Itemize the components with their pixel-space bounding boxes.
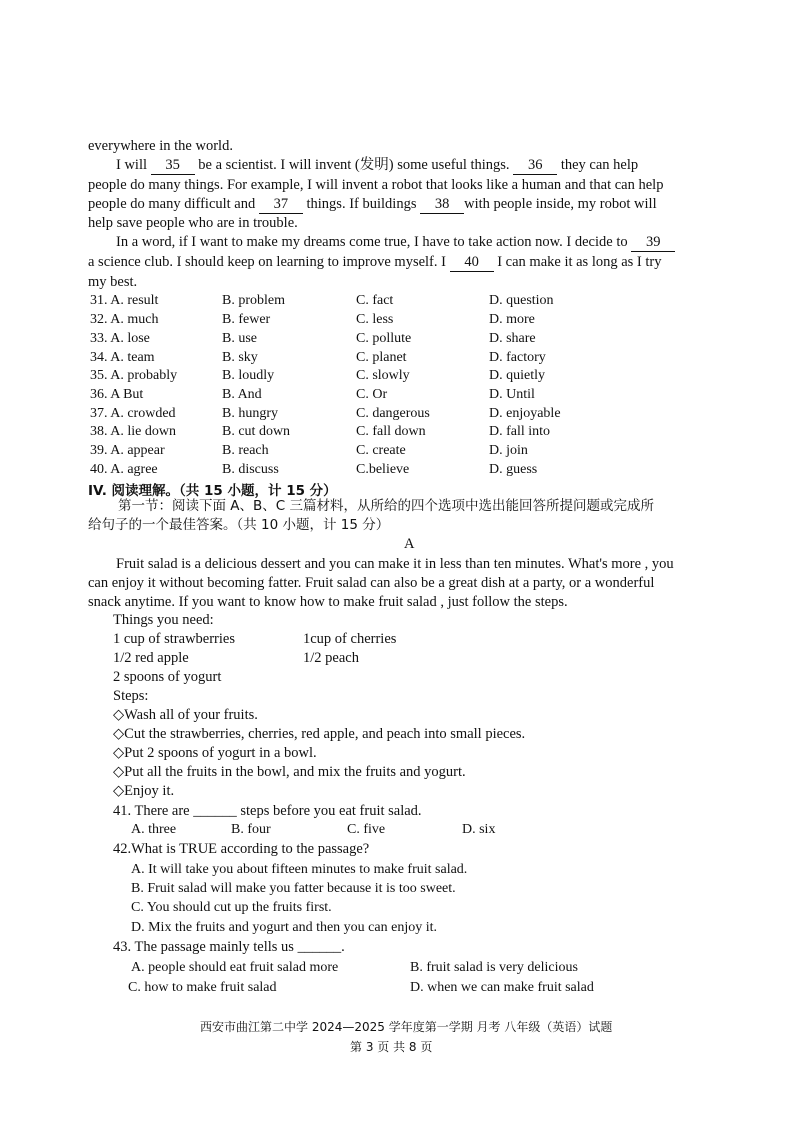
cloze-text: a science club. I should keep on learning to improve myself. I <box>88 254 446 270</box>
option-40-c[interactable]: C.believe <box>356 462 410 477</box>
option-39-c[interactable]: C. create <box>356 443 406 458</box>
cloze-line-7 <box>88 273 137 291</box>
option-31-c[interactable]: C. fact <box>356 293 394 308</box>
question-42-stem: 42.What is TRUE according to the passage? <box>113 841 370 857</box>
blank-40[interactable]: 40 <box>450 253 494 272</box>
option-37-d[interactable]: D. enjoyable <box>489 406 561 421</box>
option-35-c[interactable]: C. slowly <box>356 368 410 383</box>
ingredient-2: 1cup of cherries <box>303 631 397 647</box>
question-43-option-b[interactable]: B. fruit salad is very delicious <box>410 960 578 975</box>
passage-label: A <box>404 536 415 552</box>
option-32-a[interactable]: 32. A. much <box>90 312 159 327</box>
option-38-b[interactable]: B. cut down <box>222 424 291 439</box>
cloze-text: I will <box>116 157 148 173</box>
section-instruction-2: 给句子的一个最佳答案。（共 10 小题，计 15 分） <box>88 517 390 533</box>
cloze-line-0 <box>88 137 233 155</box>
option-39-b[interactable]: B. reach <box>222 443 269 458</box>
blank-37[interactable]: 37 <box>259 195 303 214</box>
option-39-d[interactable]: D. join <box>489 443 528 458</box>
option-35-a[interactable]: 35. A. probably <box>90 368 178 383</box>
steps-label: Steps: <box>113 688 149 704</box>
option-36-b[interactable]: B. And <box>222 387 262 402</box>
question-43-option-c[interactable]: C. how to make fruit salad <box>128 980 277 995</box>
option-31-b[interactable]: B. problem <box>222 293 285 308</box>
question-41-stem: 41. There are ______ steps before you eat fruit salad. <box>113 803 422 819</box>
option-37-c[interactable]: C. dangerous <box>356 406 430 421</box>
blank-38[interactable]: 38 <box>420 195 464 214</box>
cloze-text: my best. <box>88 274 138 290</box>
cloze-line-4 <box>88 214 298 232</box>
option-40-b[interactable]: B. discuss <box>222 462 279 477</box>
blank-35[interactable]: 35 <box>151 156 195 175</box>
blank-39[interactable]: 39 <box>631 233 675 252</box>
step-3: ◇Put 2 spoons of yogurt in a bowl. <box>113 745 317 761</box>
question-42-option-c[interactable]: C. You should cut up the fruits first. <box>131 900 332 915</box>
cloze-text: help save people who are in trouble. <box>88 215 298 231</box>
option-31-a[interactable]: 31. A. result <box>90 293 159 308</box>
question-43-stem: 43. The passage mainly tells us ______. <box>113 939 345 955</box>
option-38-d[interactable]: D. fall into <box>489 424 551 439</box>
cloze-line-2 <box>88 176 663 194</box>
cloze-text: things. If buildings <box>306 196 417 212</box>
option-32-b[interactable]: B. fewer <box>222 312 271 327</box>
section-heading: IV. 阅读理解。（共 15 小题，计 15 分） <box>88 483 337 499</box>
cloze-line-6 <box>88 253 662 272</box>
option-40-a[interactable]: 40. A. agree <box>90 462 158 477</box>
cloze-text: In a word, if I want to make my dreams come true, I have to take action now. I decide to <box>116 234 628 250</box>
option-33-d[interactable]: D. share <box>489 331 536 346</box>
question-41-option-d[interactable]: D. six <box>462 822 496 837</box>
cloze-line-5 <box>116 233 675 252</box>
option-34-c[interactable]: C. planet <box>356 350 407 365</box>
option-33-a[interactable]: 33. A. lose <box>90 331 150 346</box>
cloze-text: be a scientist. I will invent (发明) some useful things. <box>198 157 510 173</box>
option-36-c[interactable]: C. Or <box>356 387 388 402</box>
passage-line-1: Fruit salad is a delicious dessert and you can make it in less than ten minutes. What's more , you <box>116 556 674 572</box>
option-33-c[interactable]: C. pollute <box>356 331 412 346</box>
question-41-option-b[interactable]: B. four <box>231 822 271 837</box>
section-instruction-1: 第一节：阅读下面 A、B、C 三篇材料，从所给的四个选项中选出能回答所提问题或完成所 <box>118 498 655 514</box>
option-33-b[interactable]: B. use <box>222 331 257 346</box>
step-1: ◇Wash all of your fruits. <box>113 707 258 723</box>
question-42-option-a[interactable]: A. It will take you about fifteen minutes to make fruit salad. <box>131 862 468 877</box>
question-42-option-b[interactable]: B. Fruit salad will make you fatter because it is too sweet. <box>131 881 456 896</box>
cloze-text: people do many things. For example, I will invent a robot that looks like a human and that can help <box>88 177 664 193</box>
option-37-a[interactable]: 37. A. crowded <box>90 406 176 421</box>
step-5: ◇Enjoy it. <box>113 783 175 799</box>
option-36-a[interactable]: 36. A But <box>90 387 144 402</box>
option-32-d[interactable]: D. more <box>489 312 535 327</box>
cloze-text: I can make it as long as I try <box>497 254 662 270</box>
question-43-option-a[interactable]: A. people should eat fruit salad more <box>131 960 339 975</box>
cloze-text: everywhere in the world. <box>88 138 233 154</box>
question-43-option-d[interactable]: D. when we can make fruit salad <box>410 980 594 995</box>
option-38-c[interactable]: C. fall down <box>356 424 426 439</box>
blank-36[interactable]: 36 <box>513 156 557 175</box>
ingredient-4: 1/2 peach <box>303 650 359 666</box>
passage-line-3: snack anytime. If you want to know how to make fruit salad , just follow the steps. <box>88 594 568 610</box>
option-35-d[interactable]: D. quietly <box>489 368 545 383</box>
option-37-b[interactable]: B. hungry <box>222 406 278 421</box>
cloze-text: they can help <box>560 157 639 173</box>
option-40-d[interactable]: D. guess <box>489 462 538 477</box>
option-34-d[interactable]: D. factory <box>489 350 546 365</box>
page-number: 第 3 页 共 8 页 <box>350 1040 433 1054</box>
option-36-d[interactable]: D. Until <box>489 387 535 402</box>
cloze-text: people do many difficult and <box>88 196 256 212</box>
question-41-option-c[interactable]: C. five <box>347 822 386 837</box>
question-41-option-a[interactable]: A. three <box>131 822 177 837</box>
cloze-line-3 <box>88 195 657 214</box>
option-32-c[interactable]: C. less <box>356 312 394 327</box>
cloze-text: with people inside, my robot will <box>464 196 657 212</box>
cloze-line-1 <box>116 156 638 175</box>
passage-line-2: can enjoy it without becoming fatter. Fruit salad can also be a great dish at a party, or a wonderful <box>88 575 655 591</box>
option-34-b[interactable]: B. sky <box>222 350 258 365</box>
step-4: ◇Put all the fruits in the bowl, and mix the fruits and yogurt. <box>113 764 466 780</box>
step-2: ◇Cut the strawberries, cherries, red apple, and peach into small pieces. <box>113 726 526 742</box>
option-31-d[interactable]: D. question <box>489 293 554 308</box>
question-42-option-d[interactable]: D. Mix the fruits and yogurt and then you can enjoy it. <box>131 920 437 935</box>
option-38-a[interactable]: 38. A. lie down <box>90 424 176 439</box>
page-footer-title: 西安市曲江第二中学 2024—2025 学年度第一学期 月考 八年级（英语）试题 <box>200 1020 613 1034</box>
things-needed-label: Things you need: <box>113 612 214 628</box>
option-35-b[interactable]: B. loudly <box>222 368 275 383</box>
ingredient-3: 1/2 red apple <box>113 650 189 666</box>
ingredient-1: 1 cup of strawberries <box>113 631 235 647</box>
option-34-a[interactable]: 34. A. team <box>90 350 155 365</box>
ingredient-5: 2 spoons of yogurt <box>113 669 222 685</box>
option-39-a[interactable]: 39. A. appear <box>90 443 165 458</box>
